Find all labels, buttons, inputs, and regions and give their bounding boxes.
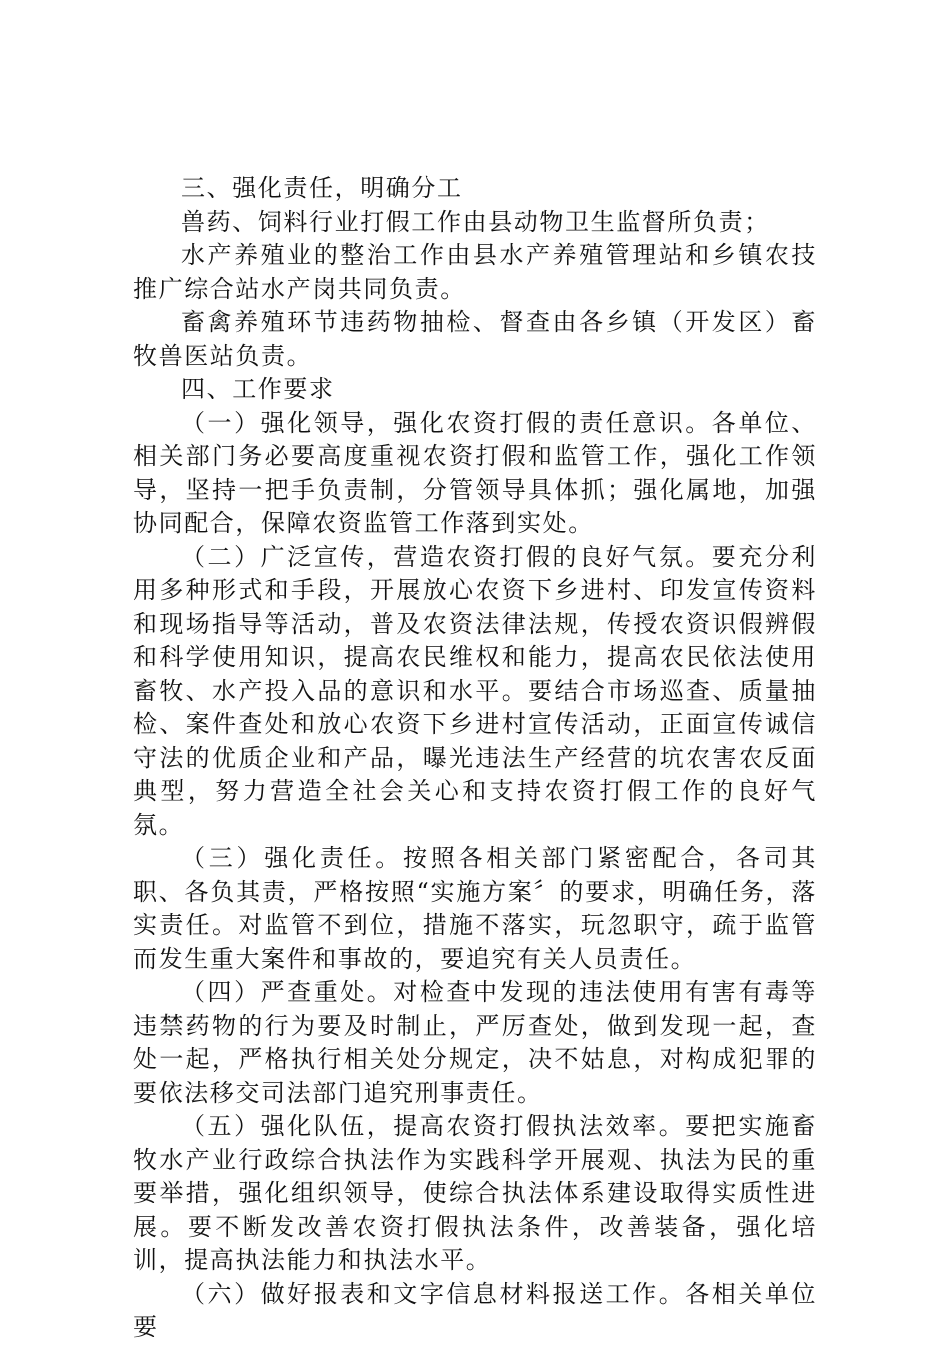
paragraph: （二）广泛宣传，营造农资打假的良好气氛。要充分利用多种形式和手段，开展放心农资下乡进村、印发宣传资料和现场指导等活动，普及农资法律法规，传授农资识假辨假和科学使用知识，提高农民维权和能力，提高农民依法使用畜牧、水产投入品的意识和水平。要结合市场巡查、质量抽检、案件查处和放心农资下乡进村宣传活动，正面宣传诚信守法的优质企业和产品，曝光违法生产经营的坑农害农反面典型，努力营造全社会关心和支持农资打假工作的良好气氛。 (133, 542, 817, 839)
paragraph: 水产养殖业的整治工作由县水产养殖管理站和乡镇农技推广综合站水产岗共同负责。 (133, 241, 817, 303)
paragraph: 畜禽养殖环节违药物抽检、督查由各乡镇（开发区）畜牧兽医站负责。 (133, 308, 817, 370)
paragraph: （三）强化责任。按照各相关部门紧密配合，各司其职、各负其责，严格按照“实施方案〞的要求，明确任务，落实责任。对监管不到位，措施不落实，玩忽职守，疏于监管而发生重大案件和事故的，要追究有关人员责任。 (133, 844, 817, 973)
section-heading-4: 四、工作要求 (181, 375, 335, 403)
section-heading-3: 三、强化责任，明确分工 (181, 174, 463, 202)
paragraph: 兽药、饲料行业打假工作由县动物卫生监督所负责； (181, 207, 770, 236)
document-body (133, 172, 817, 1345)
paragraph: （一）强化领导，强化农资打假的责任意识。各单位、相关部门务必要高度重视农资打假和监管工作，强化工作领导，坚持一把手负责制，分管领导具体抓；强化属地，加强协同配合，保障农资监管工作落到实处。 (133, 408, 817, 537)
paragraph: （五）强化队伍，提高农资打假执法效率。要把实施畜牧水产业行政综合执法作为实践科学开展观、执法为民的重要举措，强化组织领导，使综合执法体系建设取得实质性进展。要不断发改善农资打假执法条件，改善装备，强化培训，提高执法能力和执法水平。 (133, 1112, 817, 1274)
paragraph: （六）做好报表和文字信息材料报送工作。各相关单位要 (133, 1279, 817, 1341)
paragraph: （四）严查重处。对检查中发现的违法使用有害有毒等违禁药物的行为要及时制止，严厉查处，做到发现一起，查处一起，严格执行相关处分规定，决不姑息，对构成犯罪的要依法移交司法部门追究刑事责任。 (133, 978, 817, 1107)
